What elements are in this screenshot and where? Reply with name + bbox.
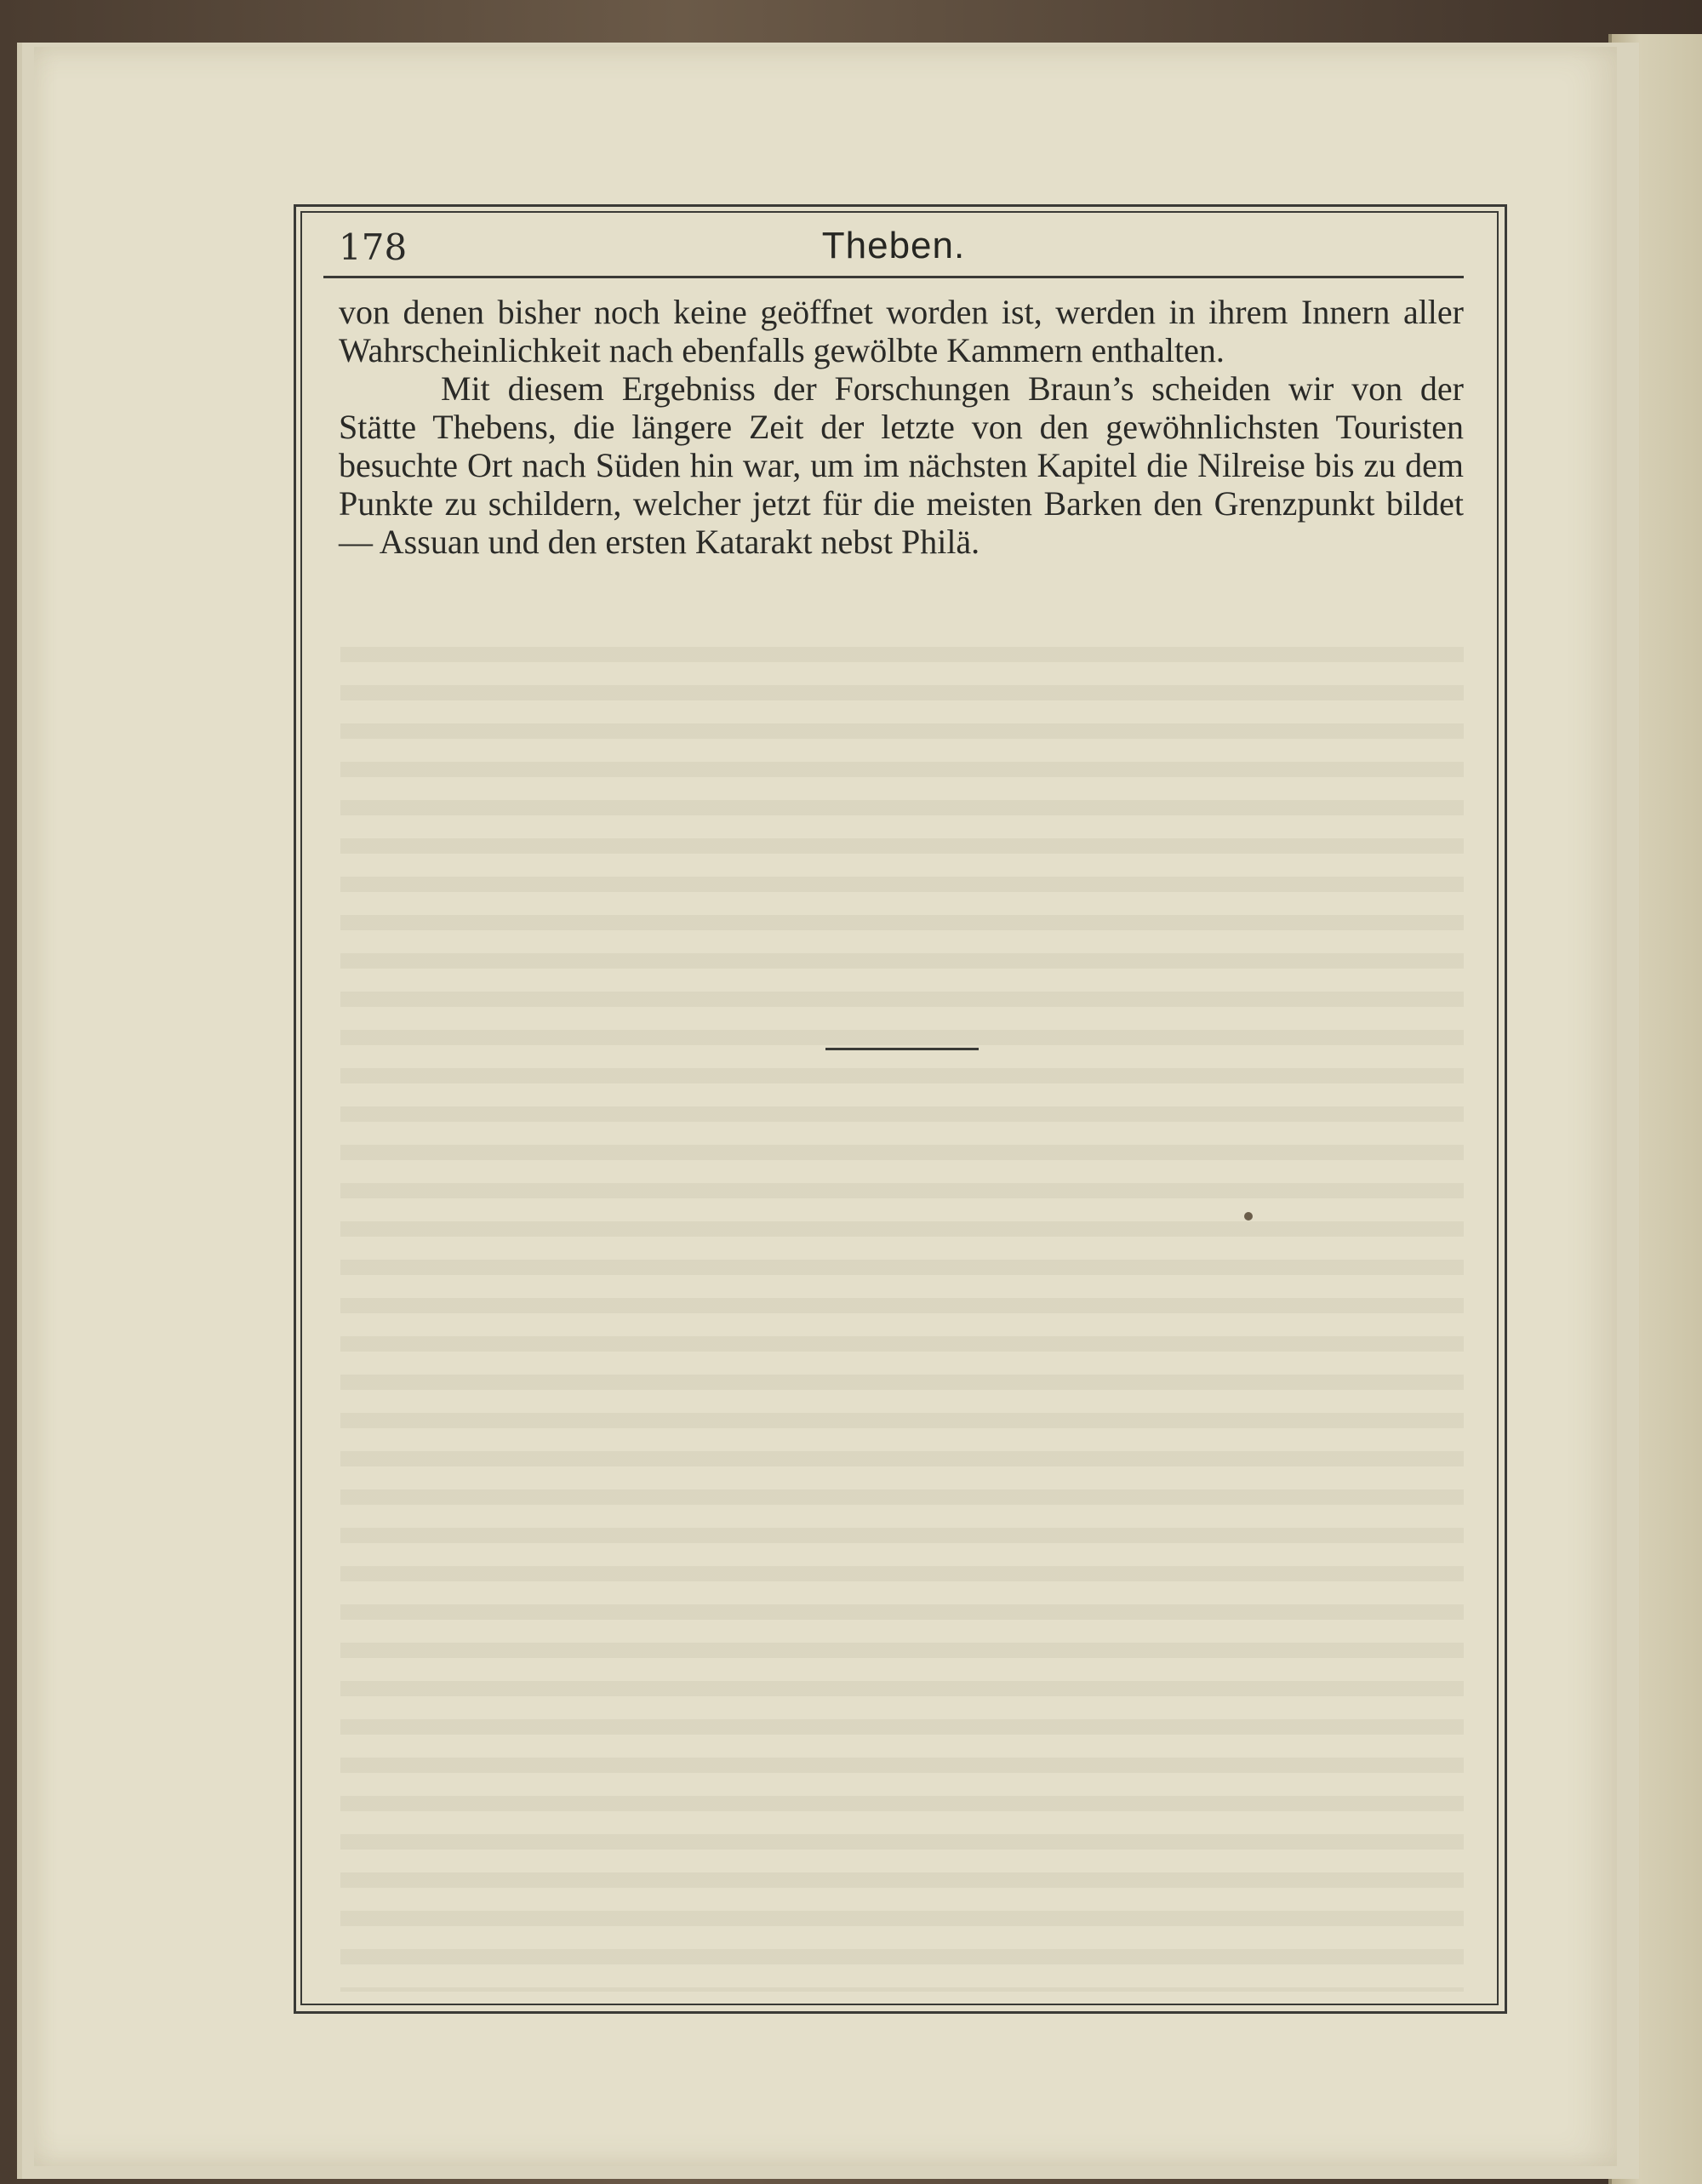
paragraph-continuation: von denen bisher noch keine geöffnet worden ist, werden in ihrem Innern aller Wahrscheinlichkeit nach ebenfalls gewölbte Kammern enthalten. — [339, 293, 1464, 369]
body-text — [339, 293, 1464, 561]
paragraph-closing: Mit diesem Ergebniss der Forschungen Braun’s scheiden wir von der Stätte Thebens, die längere Zeit der letzte von den gewöhnlichsten Touristen besuchte Ort nach Süden hin war, um im nächsten Kapitel die Nilreise bis zu dem Punkte zu schildern, welcher jetzt für die meisten Barken den Grenzpunkt bildet — Assuan und den ersten Katarakt nebst Philä. — [339, 369, 1464, 561]
ink-spot — [1244, 1212, 1253, 1221]
running-header — [323, 223, 1464, 278]
page-number: 178 — [339, 226, 408, 268]
section-end-rule — [825, 1048, 979, 1050]
running-title: Theben. — [821, 225, 966, 266]
